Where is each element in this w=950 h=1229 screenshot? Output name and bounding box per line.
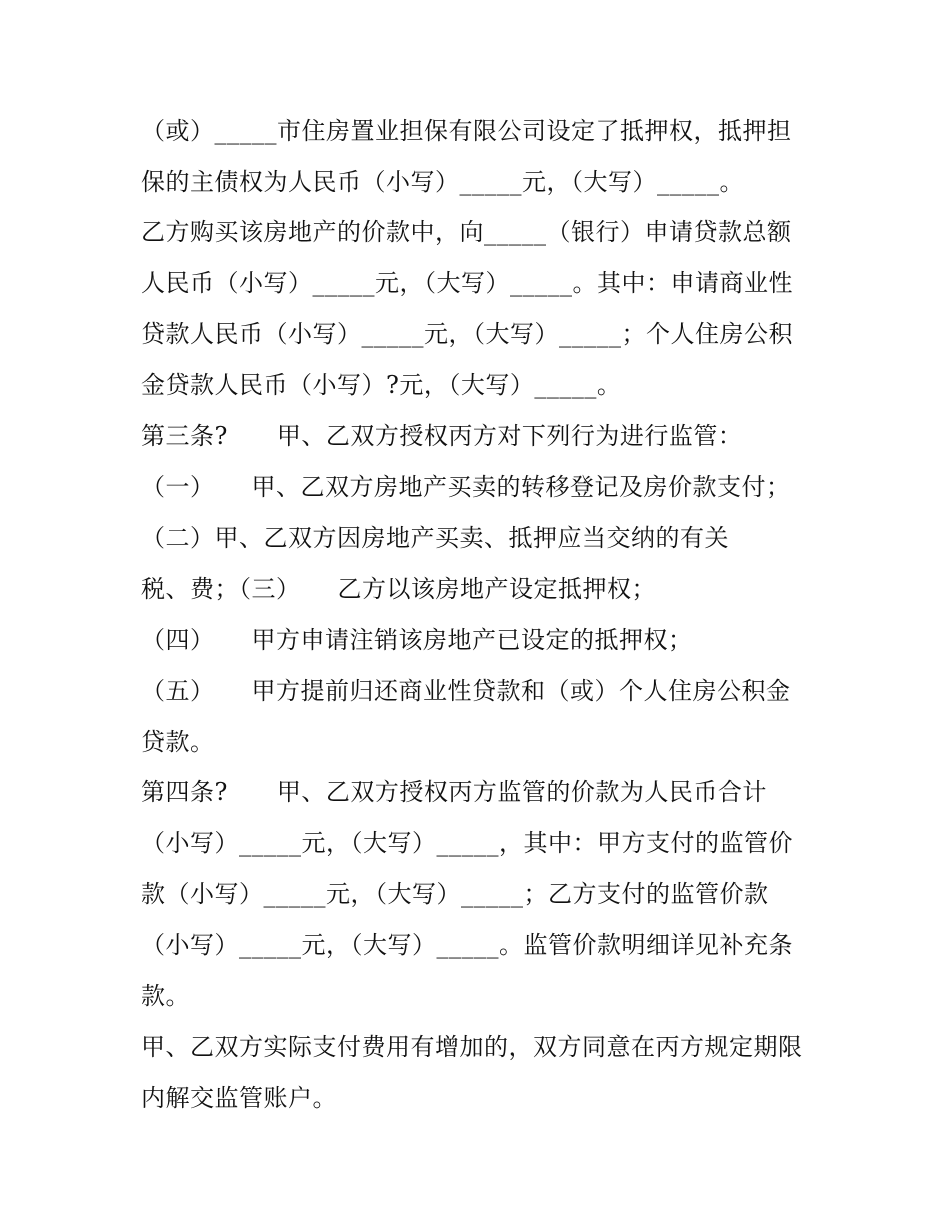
text-line: （一） 甲、乙双方房地产买卖的转移登记及房价款支付； bbox=[141, 473, 791, 501]
text-line: 税、费；（三） 乙方以该房地产设定抵押权； bbox=[141, 575, 656, 603]
text-line: （小写）_____元，（大写）_____。监管价款明细详见补充条 bbox=[141, 931, 793, 959]
text-line: （五） 甲方提前归还商业性贷款和（或）个人住房公积金 bbox=[141, 677, 791, 705]
text-line: （或）_____市住房置业担保有限公司设定了抵押权，抵押担 bbox=[141, 117, 792, 145]
text-line: 贷款人民币（小写）_____元，（大写）_____；个人住房公积 bbox=[141, 320, 793, 348]
text-line: 甲、乙双方实际支付费用有增加的，双方同意在丙方规定期限 bbox=[141, 1033, 803, 1061]
text-line: （二）甲、乙双方因房地产买卖、抵押应当交纳的有关 bbox=[141, 524, 729, 552]
article-four-heading: 第四条? 甲、乙双方授权丙方监管的价款为人民币合计 bbox=[141, 778, 767, 806]
article-three-heading: 第三条? 甲、乙双方授权丙方对下列行为进行监管： bbox=[141, 422, 743, 450]
text-line: 内解交监管账户。 bbox=[141, 1084, 337, 1112]
text-line: （小写）_____元，（大写）_____，其中：甲方支付的监管价 bbox=[141, 829, 793, 857]
text-line: 金贷款人民币（小写）?元，（大写）_____。 bbox=[141, 371, 622, 399]
text-line: 款（小写）_____元，（大写）_____；乙方支付的监管价款 bbox=[141, 880, 769, 908]
text-line: 保的主债权为人民币（小写）_____元，（大写）_____。 bbox=[141, 168, 744, 196]
text-line: （四） 甲方申请注销该房地产已设定的抵押权； bbox=[141, 626, 693, 654]
text-line: 人民币（小写）_____元，（大写）_____。其中：申请商业性 bbox=[141, 269, 793, 297]
text-line: 乙方购买该房地产的价款中，向_____（银行）申请贷款总额 bbox=[141, 218, 792, 246]
text-line: 贷款。 bbox=[141, 728, 215, 756]
text-line: 款。 bbox=[141, 982, 190, 1010]
